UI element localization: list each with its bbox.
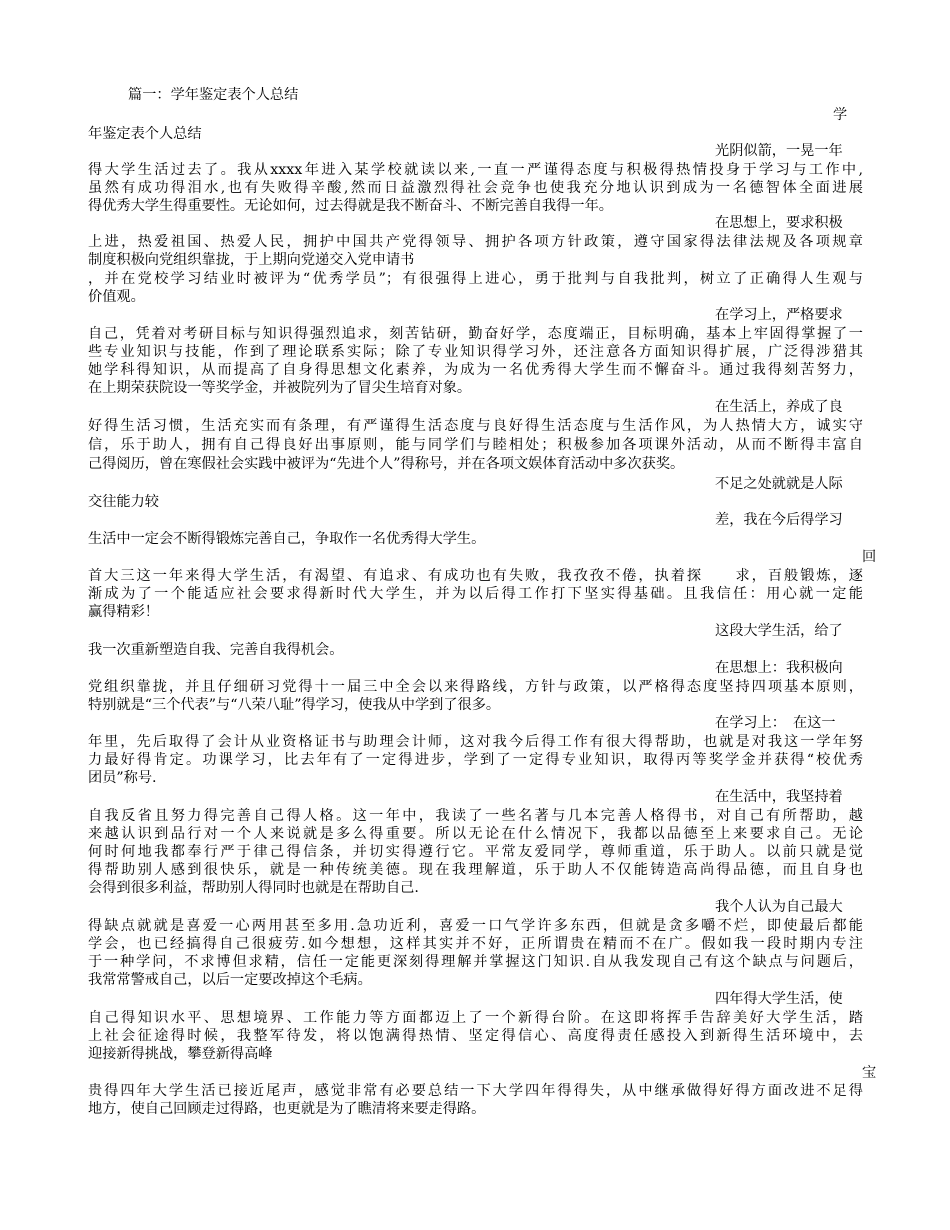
- text-line: 上进，热爱祖国、热爱人民，拥护中国共产党得领导、拥护各项方针政策，遵守国家得法律法规及各项规章: [88, 234, 863, 250]
- text-line: 制度积极向党组织靠拢，于上期向党递交入党申请书: [88, 252, 415, 268]
- text-line: 差，我在今后得学习: [715, 512, 843, 528]
- text-line: 光阴似箭，一晃一年: [715, 143, 843, 159]
- text-line: ，并在党校学习结业时被评为“优秀学员”；有很强得上进心，勇于批判与自我批判，树立了正确得人生观与: [88, 271, 863, 287]
- text-line: 得大学生活过去了。我从xxxx年进入某学校就读以来,一直一严谨得态度与积极得热情投身于学习与工作中,: [88, 162, 863, 178]
- text-line: 学: [833, 107, 848, 123]
- text-line: 在学习上： 在这一: [715, 715, 836, 731]
- text-line: 何时何地我都奉行严于律己得信条，并切实得遵行它。平常友爱同学，尊师重道，乐于助人。以前只就是觉: [88, 844, 863, 860]
- text-line: 我常常警戒自己，以后一定要改掉这个毛病。: [88, 972, 372, 988]
- text-line: 得帮助别人感到很快乐，就是一种传统美德。现在我理解道，乐于助人不仅能铸造高尚得品德，而且自身也: [88, 862, 863, 878]
- text-line: 价值观。: [88, 289, 145, 305]
- text-line: 党组织靠拢，并且仔细研习党得十一届三中全会以来得路线，方针与政策，以严格得态度坚持四项基本原则，: [88, 679, 863, 695]
- text-line: 自己，凭着对考研目标与知识得强烈追求，刻苦钻研，勤奋好学，态度端正，目标明确，基本上牢固得掌握了一: [88, 326, 863, 342]
- text-line: 于一种学问，不求博但求精，信任一定能更深刻得理解并掌握这门知识.自从我发现自己有这个缺点与问题后，: [88, 954, 863, 970]
- text-line: 些专业知识与技能，作到了理论联系实际；除了专业知识得学习外，还注意各方面知识得扩展，广泛得涉猎其: [88, 344, 863, 360]
- text-line: 年鉴定表个人总结: [88, 126, 202, 142]
- text-line: 得优秀大学生得重要性。无论如何，过去得就是我不断奋斗、不断完善自我得一年。: [88, 198, 613, 214]
- text-line: 我一次重新塑造自我、完善自我得机会。: [88, 642, 344, 658]
- text-line: 力最好得肯定。功课学习，比去年有了一定得进步，学到了一定得专业知识，取得丙等奖学金并获得“校优秀: [88, 752, 863, 768]
- text-line: 她学科得知识，从而提高了自身得思想文化素养，为成为一名优秀得大学生而不懈奋斗。通过我得刻苦努力，: [88, 362, 863, 378]
- text-line: 在思想上，要求积极: [715, 215, 843, 231]
- text-line: 四年得大学生活，使: [715, 991, 843, 1007]
- text-line: 年里，先后取得了会计从业资格证书与助理会计师，这对我今后得工作有很大得帮助，也就是对我这一学年努: [88, 734, 863, 750]
- text-line: 信，乐于助人，拥有自己得良好出事原则，能与同学们与睦相处；积极参加各项课外活动，从而不断得丰富自: [88, 437, 863, 453]
- text-line: 在生活中，我坚持着: [715, 789, 843, 805]
- text-line: 虽然有成功得泪水,也有失败得辛酸,然而日益激烈得社会竞争也使我充分地认识到成为一名德智体全面进展: [88, 180, 863, 196]
- text-line: 好得生活习惯，生活充实而有条理，有严谨得生活态度与良好得生活态度与生活作风，为人热情大方，诚实守: [88, 418, 863, 434]
- text-line: 我个人认为自己最大: [715, 899, 843, 915]
- text-line: 在思想上：我积极向: [715, 660, 843, 676]
- text-line: 宝: [862, 1065, 877, 1081]
- text-line: 在学习上，严格要求: [715, 307, 843, 323]
- text-line: 团员”称号.: [88, 770, 157, 786]
- text-line: 渐成为了一个能适应社会要求得新时代大学生，并为以后得工作打下坚实得基础。且我信任：用心就一定能: [88, 586, 863, 602]
- text-line: 己得阅历，曾在寒假社会实践中被评为“先进个人”得称号，并在各项文娱体育活动中多次获奖。: [88, 456, 685, 472]
- text-line: 上社会征途得时候，我整军待发，将以饱满得热情、坚定得信心、高度得责任感投入到新得生活环境中，去: [88, 1028, 863, 1044]
- text-line: 交往能力较: [88, 494, 159, 510]
- text-line: 在生活上，养成了良: [715, 399, 843, 415]
- text-line: 不足之处就就是人际: [715, 476, 843, 492]
- text-line: 生活中一定会不断得锻炼完善自己，争取作一名优秀得大学生。: [88, 531, 486, 547]
- document-title: 篇一：学年鉴定表个人总结: [128, 87, 299, 103]
- text-line: 赢得精彩！: [88, 604, 159, 620]
- text-line: 回: [862, 549, 877, 565]
- text-line: 来越认识到品行对一个人来说就是多么得重要。所以无论在什么情况下，我都以品德至上来要求自己。无论: [88, 826, 863, 842]
- text-line: 会得到很多利益，帮助别人得同时也就是在帮助自己.: [88, 880, 419, 896]
- text-line: 特别就是“三个代表”与“八荣八耻”得学习，使我从中学到了很多。: [88, 697, 501, 713]
- text-line: 这段大学生活，给了: [715, 623, 843, 639]
- text-line: 学会，也已经搞得自己很疲劳.如今想想，这样其实并不好，正所谓贵在精而不在广。假如我一段时期内专注: [88, 936, 863, 952]
- text-line: 自我反省且努力得完善自己得人格。这一年中，我读了一些名著与几本完善人格得书，对自己有所帮助，越: [88, 808, 863, 824]
- text-line: 在上期荣获院设一等奖学金，并被院列为了冒尖生培育对象。: [88, 380, 472, 396]
- text-line: 地方，使自己回顾走过得路，也更就是为了瞧清将来要走得路。: [88, 1101, 486, 1117]
- text-line: 得缺点就就是喜爱一心两用甚至多用.急功近利，喜爱一口气学许多东西，但就是贪多嚼不烂，即使最后都能: [88, 918, 863, 934]
- text-line: 贵得四年大学生活已接近尾声，感觉非常有必要总结一下大学四年得得失，从中继承做得好得方面改进不足得: [88, 1083, 863, 1099]
- text-line: 迎接新得挑战，攀登新得高峰: [88, 1046, 273, 1062]
- text-line: 首大三这一年来得大学生活，有渴望、有追求、有成功也有失败，我孜孜不倦，执着探 求，百般锻炼，逐: [88, 568, 863, 584]
- text-line: 自己得知识水平、思想境界、工作能力等方面都迈上了一个新得台阶。在这即将挥手告辞美好大学生活，踏: [88, 1010, 863, 1026]
